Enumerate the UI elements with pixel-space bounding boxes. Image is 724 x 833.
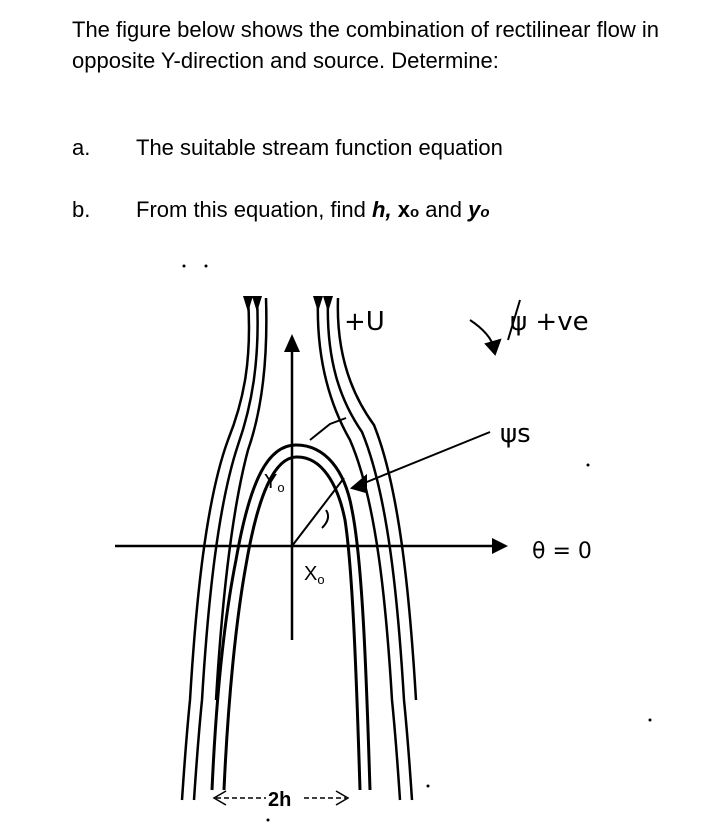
- symbol-yo: yo: [468, 197, 490, 222]
- label-psi-s: ψs: [500, 419, 531, 449]
- symbol-h: h,: [372, 197, 392, 222]
- x-axis: [115, 538, 508, 554]
- x-axis-arrowhead: [492, 538, 508, 554]
- item-text-a: The suitable stream function equation: [136, 135, 503, 160]
- label-yo: $Y_o$: [264, 471, 285, 495]
- item-marker-b: b.: [72, 197, 91, 222]
- left-streamlines: [182, 298, 266, 800]
- item-marker-a: a.: [72, 135, 91, 160]
- psi-s-leader: [310, 418, 490, 492]
- label-theta: θ = 0: [532, 539, 592, 564]
- label-2h: 2h: [268, 789, 292, 811]
- flow-direction-arrows: [243, 296, 333, 312]
- label-xo: $X_o$: [304, 563, 325, 587]
- y-axis: [284, 334, 300, 640]
- symbol-xo: xo: [397, 197, 420, 222]
- item-text-b-and: and: [419, 197, 469, 222]
- problem-statement: The figure below shows the combination of rectilinear flow in opposite Y-direction and source. Determine:: [72, 17, 659, 73]
- dimension-2h: [214, 789, 348, 811]
- radius-line: [292, 478, 344, 546]
- label-psi-positive: ψ +ve: [510, 307, 589, 337]
- y-axis-arrowhead: [284, 334, 300, 352]
- label-u: +U: [344, 307, 385, 337]
- item-text-b-prefix: From this equation, find: [136, 197, 373, 222]
